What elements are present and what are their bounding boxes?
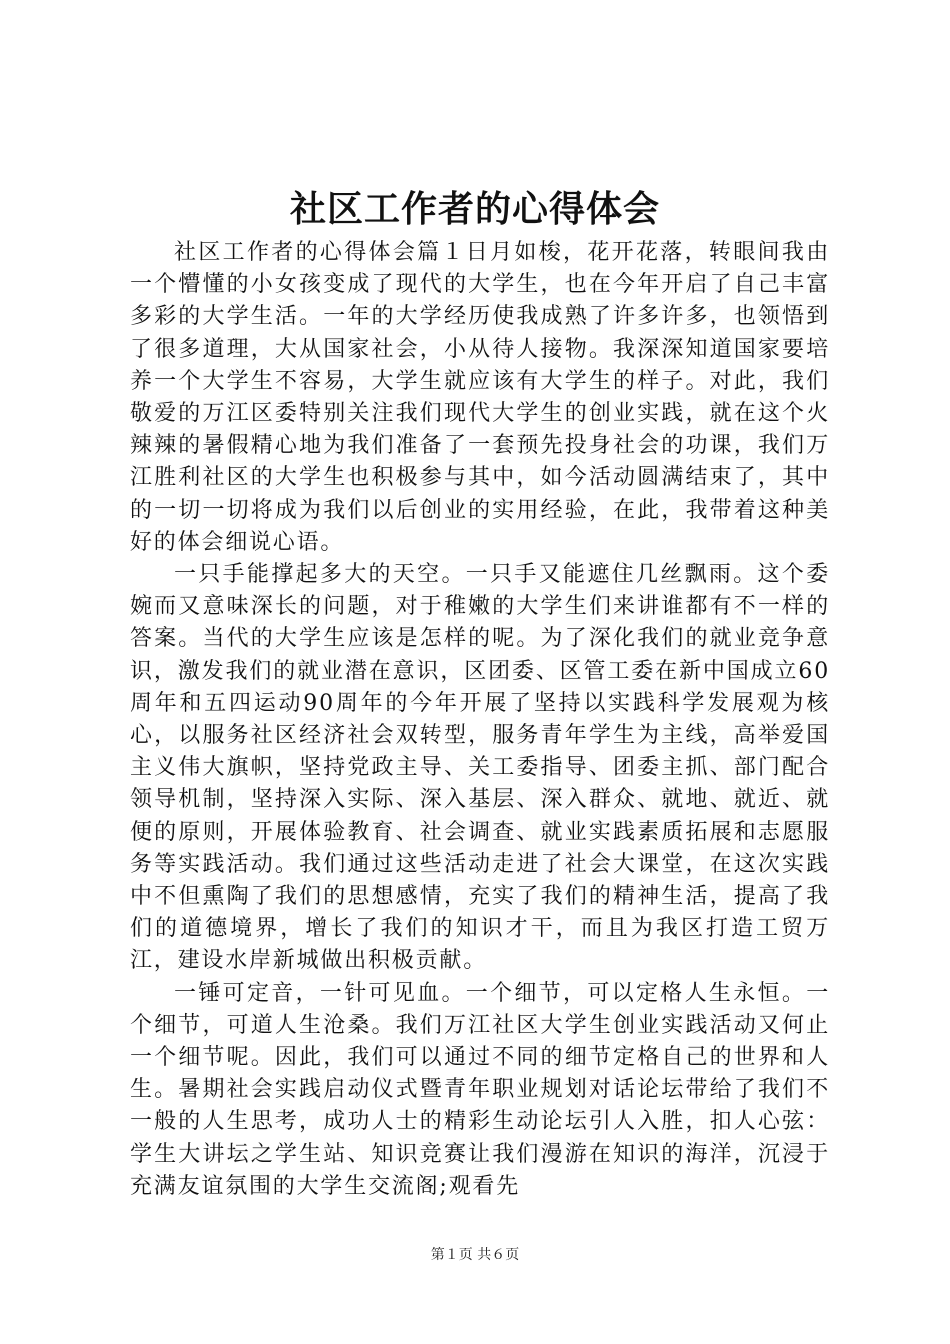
page-number-footer: 第１页 共６页 <box>430 1247 520 1263</box>
body-paragraph-3: 一锤可定音，一针可见血。一个细节，可以定格人生永恒。一个细节，可道人生沧桑。我们万江社区大学生创业实践活动又何止一个细节呢。因此，我们可以通过不同的细节定格自己的世界和人生。暑期社会实践启动仪式暨青年职业规划对话论坛带给了我们不一般的人生思考，成功人士的精彩生动论坛引人入胜，扣人心弦：学生大讲坛之学生站、知识竞赛让我们漫游在知识的海洋，沉浸于充满友谊氛围的大学生交流阁;观看先 <box>130 980 830 1199</box>
body-paragraph-2: 一只手能撑起多大的天空。一只手又能遮住几丝飘雨。这个委婉而又意味深长的问题，对于稚嫩的大学生们来讲谁都有不一样的答案。当代的大学生应该是怎样的呢。为了深化我们的就业竞争意识，激发我们的就业潜在意识，区团委、区管工委在新中国成立60周年和五四运动90周年的今年开展了坚持以实践科学发展观为核心，以服务社区经济社会双转型，服务青年学生为主线，高举爱国主义伟大旗帜，坚持党政主导、关工委指导、团委主抓、部门配合领导机制，坚持深入实际、深入基层、深入群众、就地、就近、就便的原则，开展体验教育、社会调查、就业实践素质拓展和志愿服务等实践活动。我们通过这些活动走进了社会大课堂，在这次实践中不但熏陶了我们的思想感情，充实了我们的精神生活，提高了我们的道德境界，增长了我们的知识才干，而且为我区打造工贸万江，建设水岸新城做出积极贡献。 <box>130 562 830 974</box>
body-paragraph-1: 社区工作者的心得体会篇１日月如梭，花开花落，转眼间我由一个懵懂的小女孩变成了现代的大学生，也在今年开启了自己丰富多彩的大学生活。一年的大学经历使我成熟了许多许多，也领悟到了很多道理，大从国家社会，小从待人接物。我深深知道国家要培养一个大学生不容易，大学生就应该有大学生的样子。对此，我们敬爱的万江区委特别关注我们现代大学生的创业实践，就在这个火辣辣的暑假精心地为我们准备了一套预先投身社会的功课，我们万江胜利社区的大学生也积极参与其中，如今活动圆满结束了，其中的一切一切将成为我们以后创业的实用经验，在此，我带着这种美好的体会细说心语。 <box>130 240 830 555</box>
document-body <box>130 237 830 1203</box>
document-title: 社区工作者的心得体会 <box>289 188 660 230</box>
